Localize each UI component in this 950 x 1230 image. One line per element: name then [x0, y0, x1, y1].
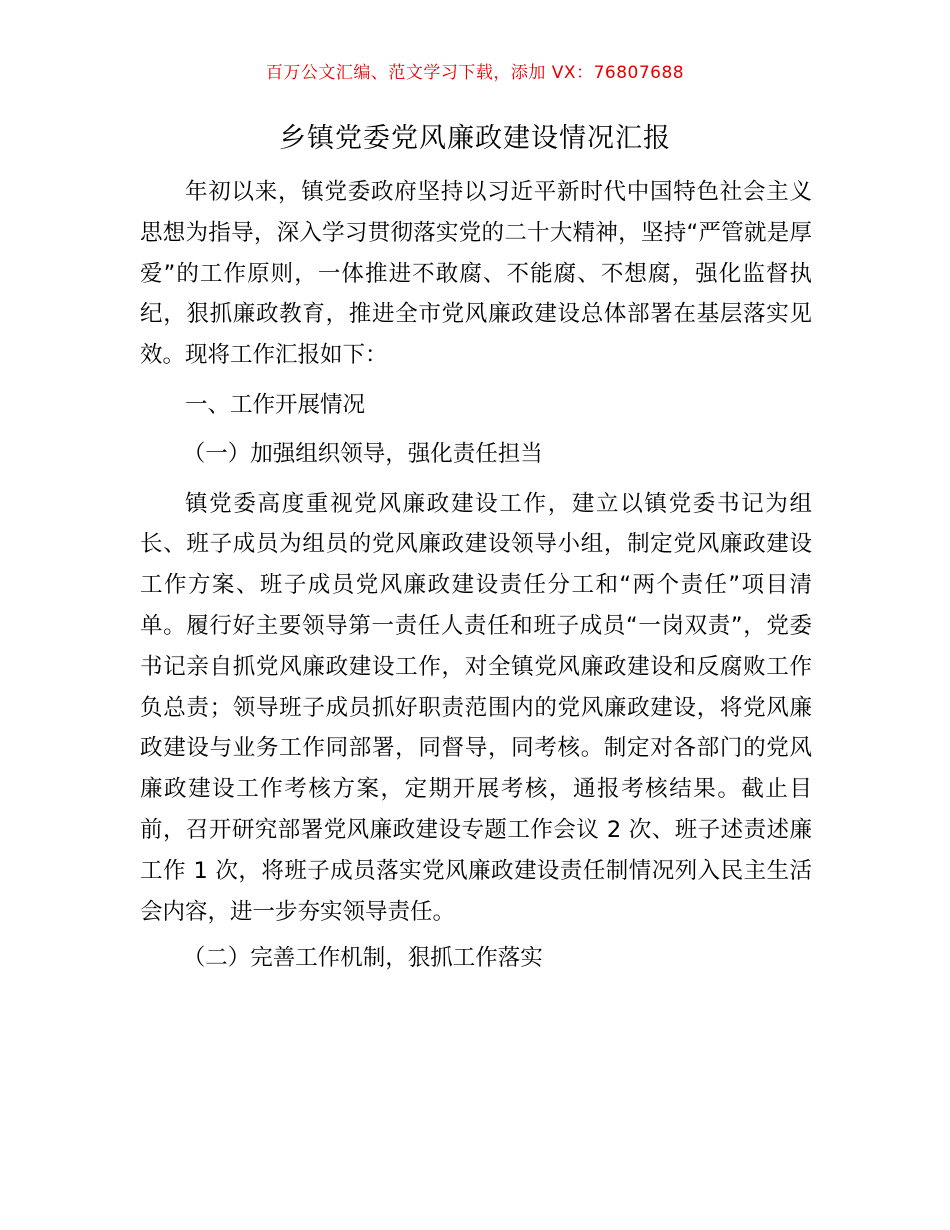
- subsection-heading-1: （一）加强组织领导，强化责任担当: [182, 440, 543, 467]
- subsection-heading-2: （二）完善工作机制，狠抓工作落实: [182, 945, 543, 972]
- subsection-1-paragraph: 镇党委高度重视党风廉政建设工作，建立以镇党委书记为组长、班子成员为组员的党风廉政建设领导小组，制定党风廉政建设工作方案、班子成员党风廉政建设责任分工和“两个责任”项目清单。履行好主要领导第一责任人责任和班子成员“一岗双责”，党委书记亲自抓党风廉政建设工作，对全镇党风廉政建设和反腐败工作负总责；领导班子成员抓好职责范围内的党风廉政建设，将党风廉政建设与业务工作同部署，同督导，同考核。制定对各部门的党风廉政建设工作考核方案，定期开展考核，通报考核结果。截止目前，召开研究部署党风廉政建设专题工作会议 2 次、班子述责述廉工作 1 次，将班子成员落实党风廉政建设责任制情况列入民主生活会内容，进一步夯实领导责任。: [140, 490, 812, 925]
- watermark-text: 百万公文汇编、范文学习下载，添加 VX：76807688: [265, 63, 685, 83]
- document-title: 乡镇党委党风廉政建设情况汇报: [279, 123, 671, 154]
- intro-paragraph: 年初以来，镇党委政府坚持以习近平新时代中国特色社会主义思想为指导，深入学习贯彻落实党的二十大精神，坚持“严管就是厚爱”的工作原则，一体推进不敢腐、不能腐、不想腐，强化监督执纪，狠抓廉政教育，推进全市党风廉政建设总体部署在基层落实见效。现将工作汇报如下：: [140, 179, 812, 369]
- section-heading-1: 一、工作开展情况: [185, 391, 366, 418]
- document-body: [140, 172, 812, 988]
